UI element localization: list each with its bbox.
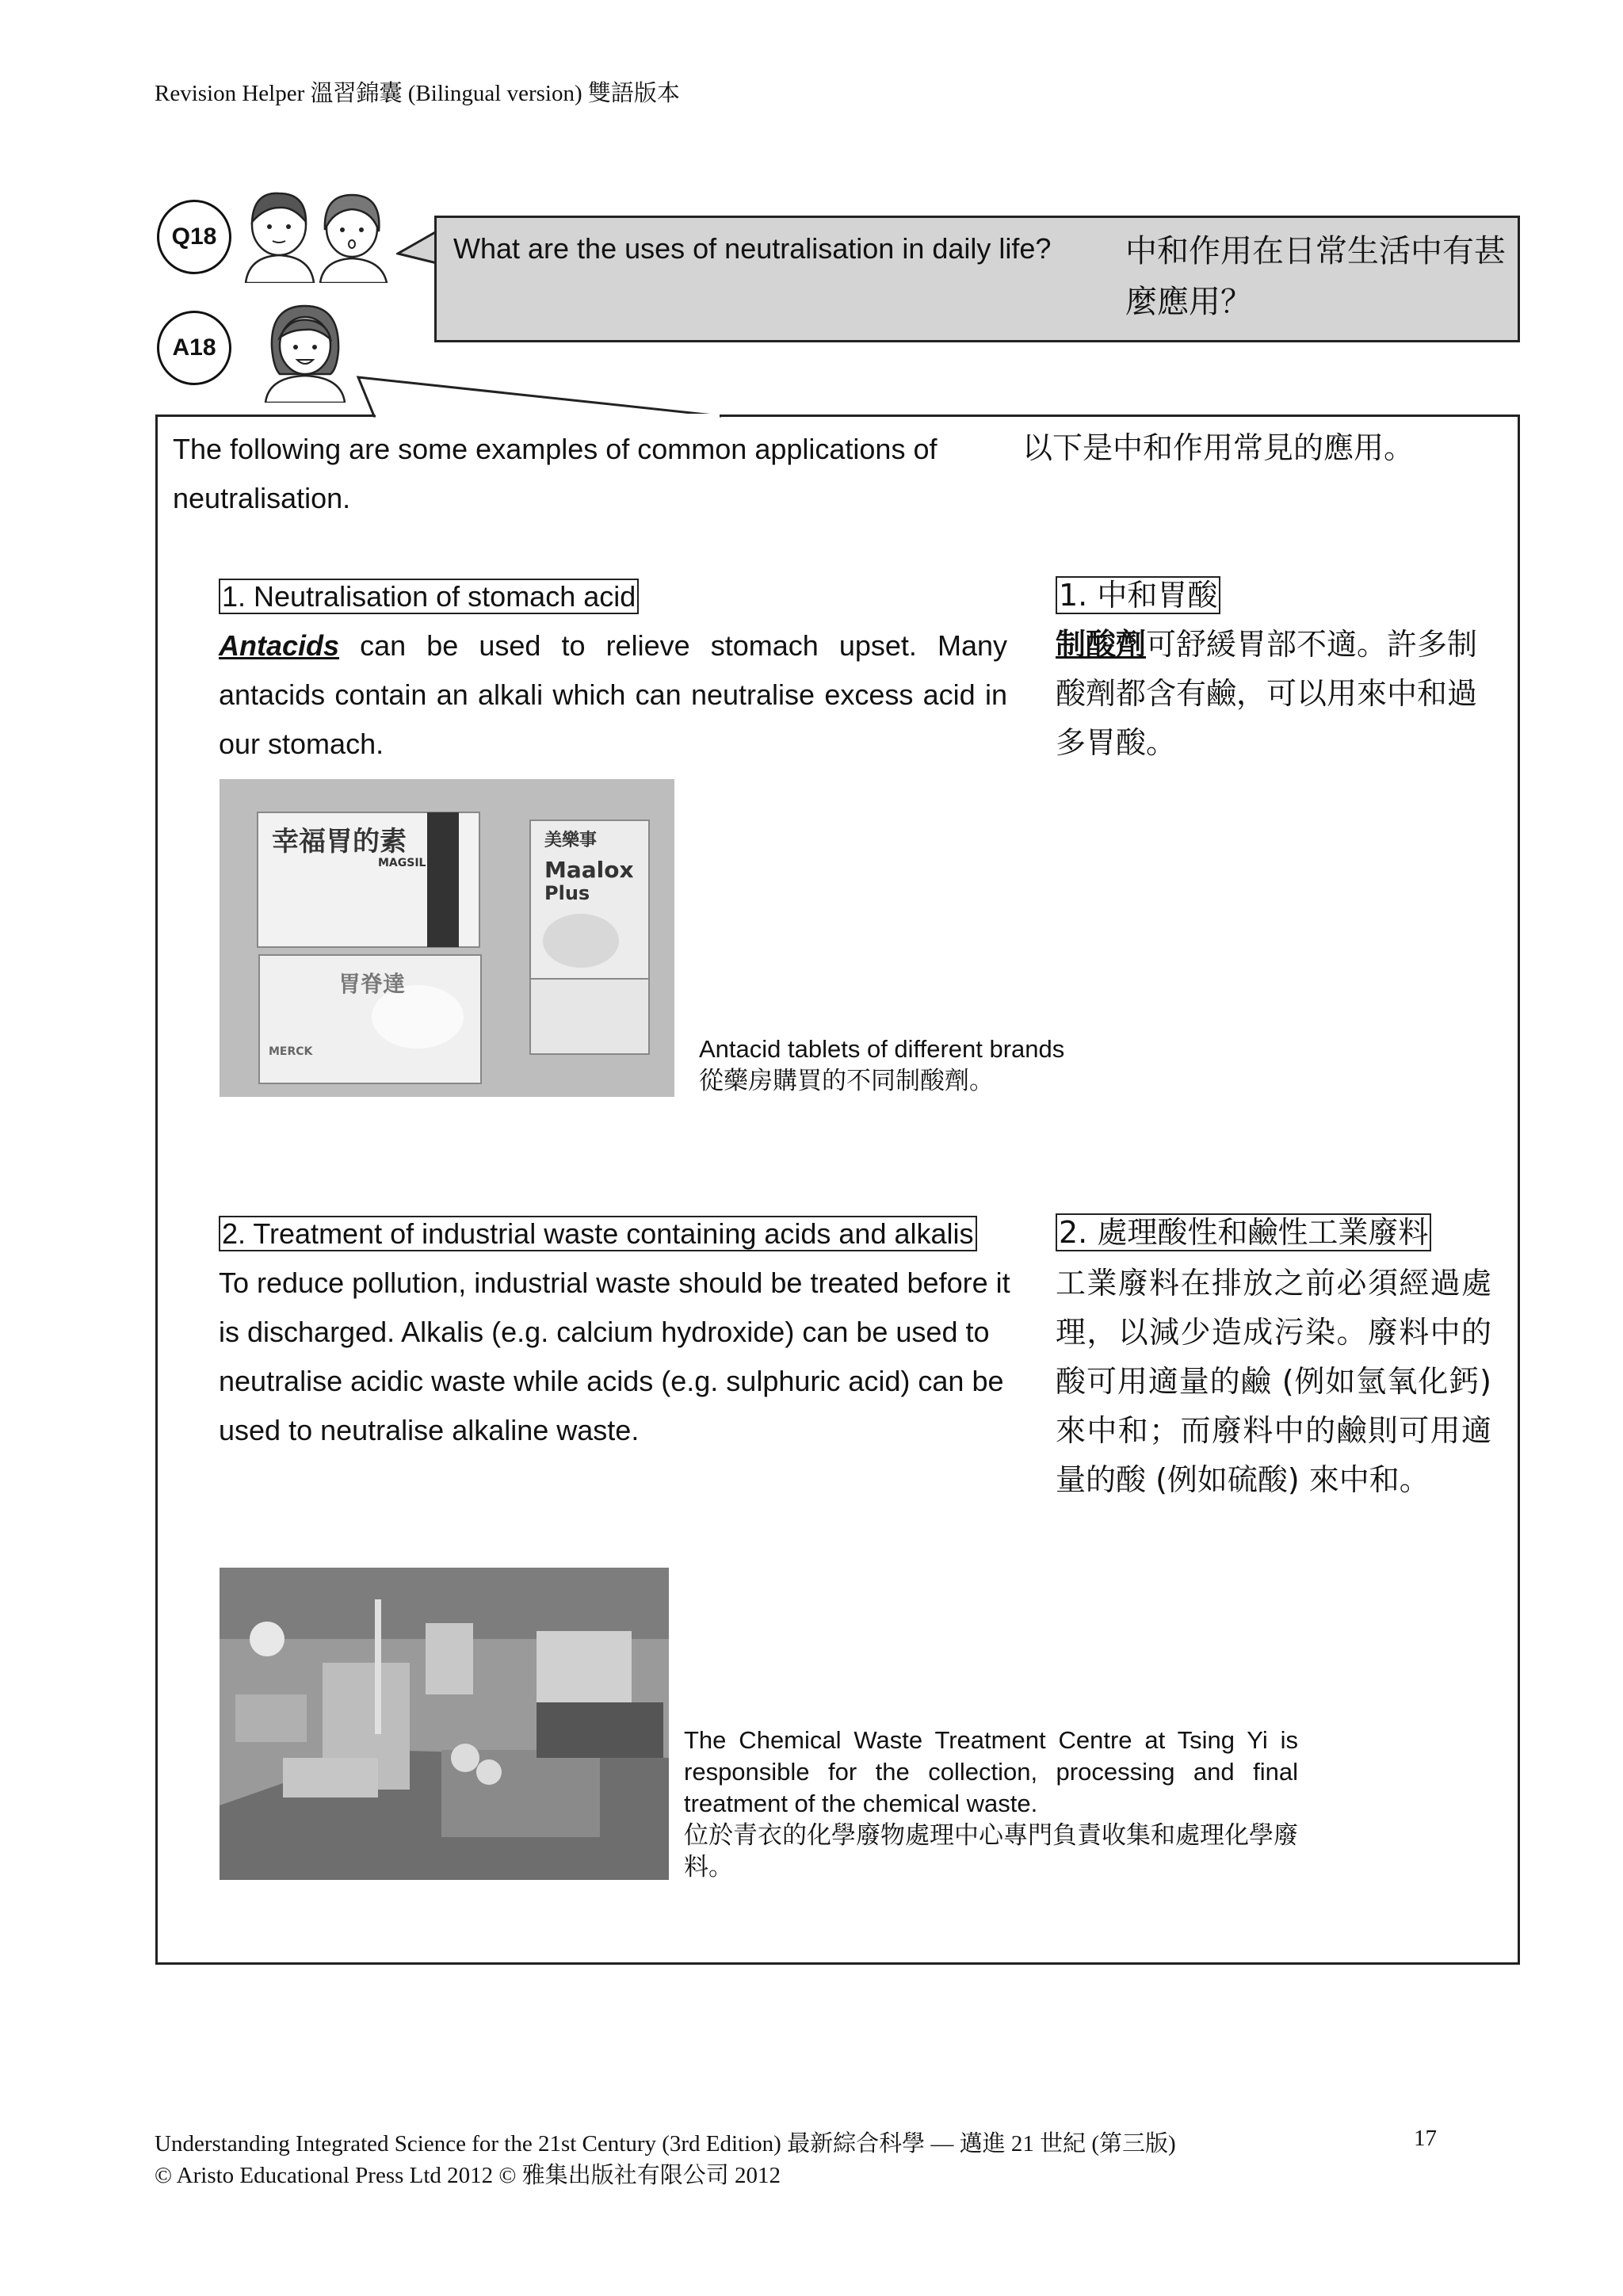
teacher-illustration [258,301,353,403]
antacids-keyword-zh: 制酸劑 [1056,627,1147,662]
section2-body-zh: 工業廢料在排放之前必須經過處理，以減少造成污染。廢料中的酸可用適量的鹼 (例如氫氧化鈣) 來中和；而廢料中的鹼則可用適量的酸 (例如硫酸) 來中和。 [1056,1266,1491,1497]
waste-caption-en: The Chemical Waste Treatment Centre at Tsing Yi is responsible for the collection, processing and final treatment of the chemical waste. [684,1726,1298,1817]
question-text-zh: 中和作用在日常生活中有甚麼應用？ [1125,233,1506,320]
question-badge: Q18 [157,200,231,274]
photo-label-0: 幸福胃的素 [272,826,407,858]
students-illustration [238,184,396,283]
antacid-photo [220,779,674,1097]
section1-body-en-text: can be used to relieve stomach upset. Many antacids contain an alkali which can neutralise excess acid in our stomach. [219,629,1007,760]
section1-body-zh [1056,620,1504,767]
photo-label-5: 胃脊達 [338,971,406,997]
section1-body-en [219,621,1007,769]
answer-bubble-tail [349,374,729,418]
photo-label-6: MERCK [269,1045,313,1058]
intro-text-en: The following are some examples of common applications of neutralisation. [173,433,938,514]
section2-heading-en [219,1209,977,1259]
section1-heading-en [219,572,639,621]
section1-heading-zh-text: 1. 中和胃酸 [1056,576,1220,614]
section1-heading-en-text: 1. Neutralisation of stomach acid [219,579,639,614]
running-header: Revision Helper 溫習錦囊 (Bilingual version) 雙語版本 [155,81,680,106]
photo-label-3: Maalox [544,857,634,883]
answer-badge: A18 [157,311,231,385]
waste-treatment-photo [220,1568,669,1880]
section1-body-zh-text: 可舒緩胃部不適。許多制酸劑都含有鹼，可以用來中和過多胃酸。 [1056,627,1478,760]
question-text-en: What are the uses of neutralisation in daily life? [453,232,1052,265]
photo-label-2: 美樂事 [544,831,598,850]
section2-body-en: To reduce pollution, industrial waste should be treated before it is discharged. Alkalis (e.g. calcium hydroxide) can be used to neutralise acidic waste while acids (e.g. sulphuric acid) can be used to neutralise alkaline waste. [219,1266,1010,1446]
section1-heading-zh [1056,571,1220,620]
antacids-keyword: Antacids [219,629,340,662]
question-bubble-tail [396,216,437,279]
footer-book-title: Understanding Integrated Science for the 21st Century (3rd Edition) 最新綜合科學 — 邁進 21 世紀 (第三版) [155,2131,1176,2157]
photo-label-4: Plus [544,882,590,904]
page-number: 17 [1414,2126,1437,2151]
section2-heading-zh-text: 2. 處理酸性和鹼性工業廢料 [1056,1213,1431,1251]
section2-heading-zh [1056,1208,1431,1257]
photo-label-1: MAGSIL [378,857,426,869]
antacid-caption-en: Antacid tablets of different brands [699,1035,1065,1063]
waste-caption-zh: 位於青衣的化學廢物處理中心專門負責收集和處理化學廢料。 [684,1821,1298,1881]
antacid-caption-zh: 從藥房購買的不同制酸劑。 [699,1067,994,1095]
section2-heading-en-text: 2. Treatment of industrial waste containing acids and alkalis [219,1216,977,1251]
footer-copyright: © Aristo Educational Press Ltd 2012 © 雅集出版社有限公司 2012 [155,2163,781,2188]
intro-text-zh: 以下是中和作用常見的應用。 [1022,430,1415,465]
